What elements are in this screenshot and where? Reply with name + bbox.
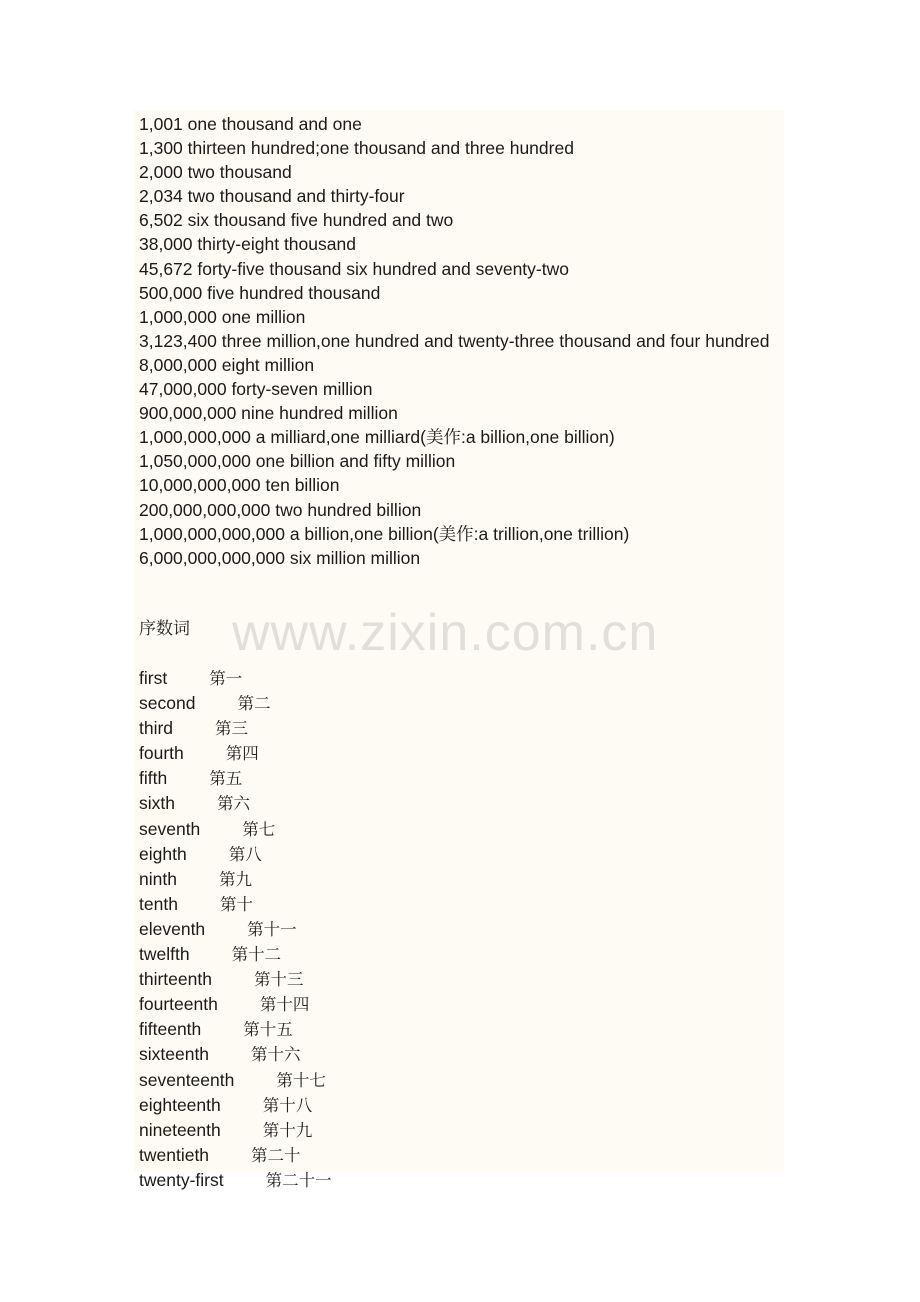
ordinal-english: twenty-first <box>139 1169 224 1190</box>
ordinal-chinese: 第五 <box>209 769 243 789</box>
cardinal-line: 1,001 one thousand and one <box>139 114 362 134</box>
ordinal-english: twentieth <box>139 1144 210 1165</box>
cardinal-line: 47,000,000 forty-seven million <box>139 379 373 400</box>
ordinal-english: eighteenth <box>139 1094 221 1115</box>
cardinal-line: 2,034 two thousand and thirty-four <box>139 186 405 207</box>
ordinal-row <box>139 741 332 766</box>
ordinal-chinese: 第一 <box>209 669 243 688</box>
ordinal-chinese: 第八 <box>228 844 262 864</box>
cardinal-line: 6,000,000,000,000 six million million <box>139 547 421 568</box>
ordinal-chinese: 第十二 <box>231 945 282 965</box>
ordinal-chinese: 第六 <box>216 794 250 814</box>
ordinal-row <box>139 716 332 741</box>
ordinal-chinese: 第七 <box>242 819 276 839</box>
cardinal-line: 1,050,000,000 one billion and fifty million <box>139 451 456 472</box>
cardinal-line: 6,502 six thousand five hundred and two <box>139 210 454 231</box>
ordinal-chinese: 第十 <box>219 894 253 914</box>
ordinal-row <box>139 1042 332 1067</box>
ordinal-english: seventeenth <box>139 1069 235 1090</box>
ordinal-chinese: 第十九 <box>262 1120 313 1140</box>
ordinal-english: fourth <box>139 743 184 764</box>
ordinal-english: twelfth <box>139 944 190 965</box>
ordinal-row <box>139 992 332 1017</box>
ordinal-row <box>139 917 332 942</box>
ordinal-row <box>139 967 332 992</box>
ordinal-row <box>139 942 332 967</box>
ordinal-chinese: 第十四 <box>259 995 310 1015</box>
ordinal-row <box>139 817 332 842</box>
ordinal-row <box>139 666 332 691</box>
ordinal-row <box>139 1118 332 1143</box>
cardinal-line: 1,000,000,000 a milliard,one milliard(美作:a billion,one billion) <box>139 427 615 448</box>
ordinal-chinese: 第十三 <box>253 970 304 990</box>
ordinal-english: nineteenth <box>139 1119 221 1140</box>
cardinal-line: 1,000,000 one million <box>139 306 306 327</box>
ordinal-english: sixth <box>139 793 175 814</box>
cardinal-line: 10,000,000,000 ten billion <box>139 475 340 496</box>
ordinal-chinese: 第十六 <box>251 1045 301 1065</box>
ordinal-english: fifteenth <box>139 1019 202 1040</box>
ordinal-english: tenth <box>139 893 178 914</box>
cardinal-line: 900,000,000 nine hundred million <box>139 403 398 424</box>
ordinal-row <box>139 1143 332 1168</box>
ordinal-chinese: 第三 <box>215 719 249 739</box>
cardinal-line: 2,000 two thousand <box>139 162 292 183</box>
cardinal-line: 1,000,000,000,000 a billion,one billion(美作:a trillion,one trillion) <box>139 523 630 544</box>
ordinal-section-heading: 序数词 <box>139 619 190 639</box>
cardinal-line: 200,000,000,000 two hundred billion <box>139 499 422 520</box>
ordinal-english: eighth <box>139 843 187 864</box>
ordinal-row <box>139 892 332 917</box>
ordinal-chinese: 第二十 <box>251 1145 301 1165</box>
ordinal-chinese: 第二十一 <box>265 1170 332 1190</box>
ordinal-number-list <box>139 666 332 1193</box>
ordinal-row <box>139 842 332 867</box>
ordinal-english: second <box>139 693 196 714</box>
ordinal-row <box>139 1017 332 1042</box>
ordinal-english: eleventh <box>139 918 206 939</box>
ordinal-english: third <box>139 718 174 739</box>
ordinal-english: ninth <box>139 868 177 889</box>
watermark-text: www.zixin.com.cn <box>232 604 659 662</box>
ordinal-chinese: 第十八 <box>262 1095 313 1115</box>
ordinal-english: seventh <box>139 818 201 839</box>
cardinal-line: 45,672 forty-five thousand six hundred and seventy-two <box>139 258 569 279</box>
ordinal-chinese: 第十七 <box>276 1070 326 1090</box>
ordinal-row <box>139 1093 332 1118</box>
cardinal-line: 500,000 five hundred thousand <box>139 282 381 303</box>
cardinal-line: 3,123,400 three million,one hundred and twenty-three thousand and four hundred <box>139 330 770 351</box>
ordinal-chinese: 第二 <box>237 694 271 714</box>
ordinal-row <box>139 867 332 892</box>
ordinal-row <box>139 691 332 716</box>
ordinal-chinese: 第十五 <box>243 1020 293 1040</box>
cardinal-line: 8,000,000 eight million <box>139 354 315 375</box>
ordinal-chinese: 第九 <box>218 869 252 889</box>
cardinal-line: 1,300 thirteen hundred;one thousand and three hundred <box>139 138 574 159</box>
cardinal-number-list <box>139 112 779 570</box>
ordinal-chinese: 第四 <box>225 744 259 764</box>
cardinal-line: 38,000 thirty-eight thousand <box>139 234 356 255</box>
ordinal-row <box>139 1168 332 1193</box>
ordinal-english: first <box>139 668 168 688</box>
ordinal-english: sixteenth <box>139 1044 210 1065</box>
ordinal-row <box>139 1068 332 1093</box>
ordinal-english: thirteenth <box>139 969 212 990</box>
ordinal-english: fifth <box>139 768 168 789</box>
ordinal-english: fourteenth <box>139 994 218 1015</box>
ordinal-row <box>139 791 332 816</box>
ordinal-row <box>139 766 332 791</box>
ordinal-chinese: 第十一 <box>247 919 297 939</box>
